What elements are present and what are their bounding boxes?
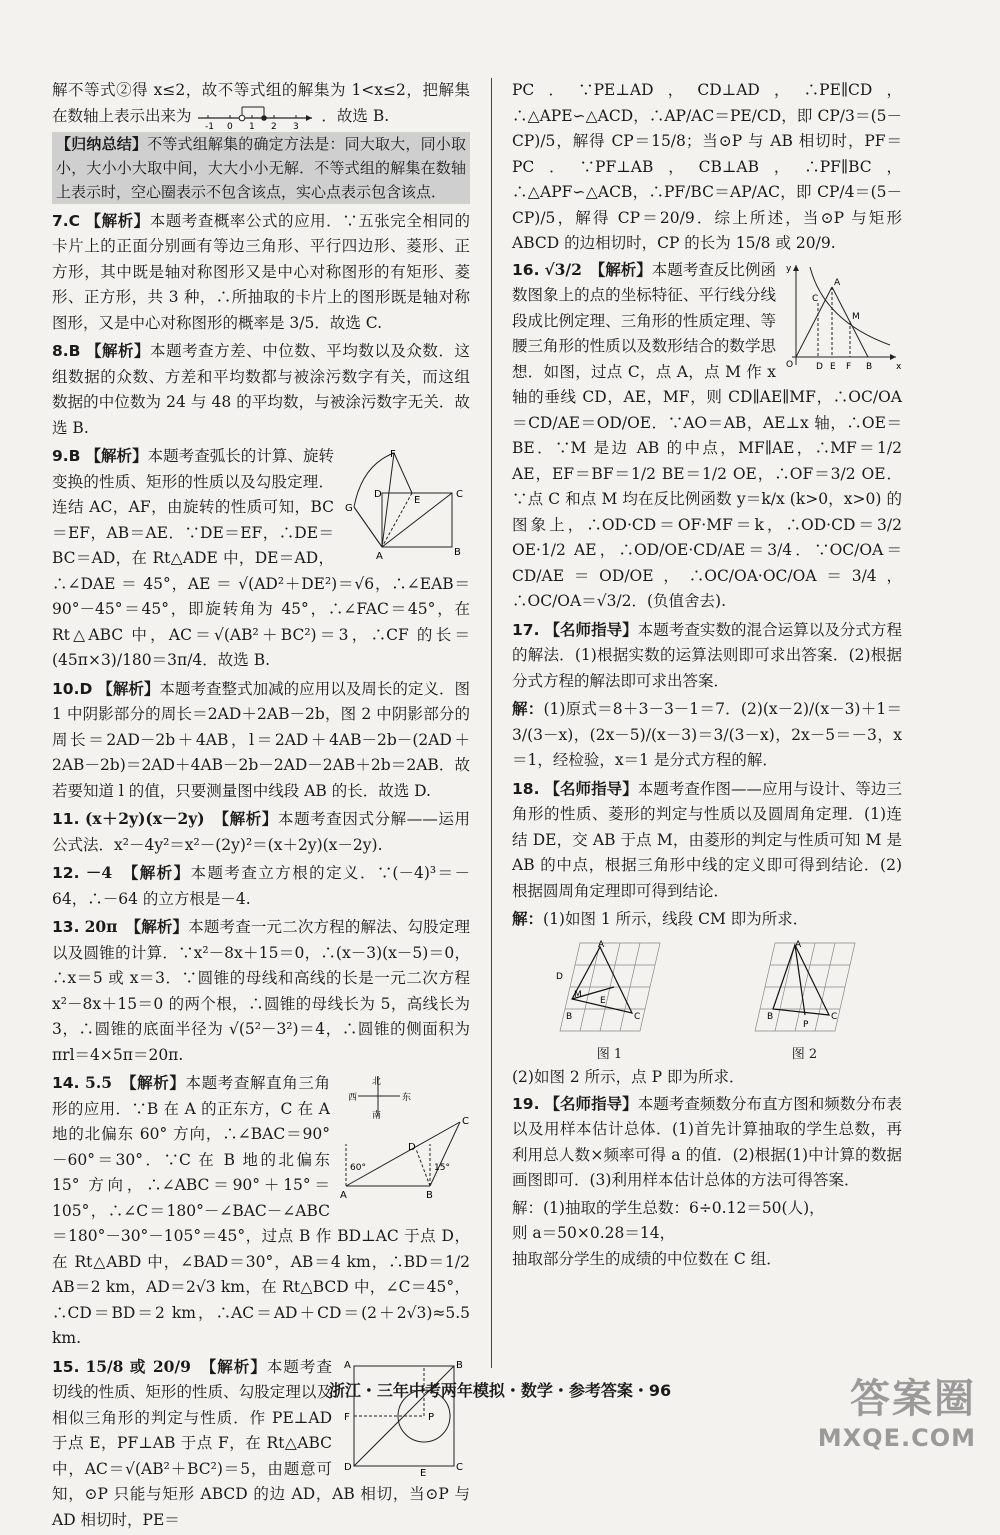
left-column [52, 78, 470, 1535]
svg-text:B: B [426, 1190, 433, 1201]
figure-2: A C B P 图 2 [745, 939, 865, 1064]
number-line-label: 2 [271, 121, 278, 130]
figure-1: A D M E C B 图 1 [550, 939, 670, 1064]
solution-18: 解：(1)如图 1 所示，线段 CM 即为所求． [512, 909, 809, 928]
svg-text:y: y [786, 263, 792, 274]
solution-19-line-3: 抽取部分学生的成绩的中位数在 C 组． [512, 1249, 782, 1268]
svg-text:E: E [420, 1467, 427, 1478]
answer-14: 北 西 东 南 60° 15° A B C D 14. 5.5 【解析】本题考查解直角三角形的应用．∵B 在 A 的正东方，C 在 A 地的北偏东 60° 方向，∴∠BAC＝90°－60°＝30°．∵C 在 B 地的北偏东 15° 方向，∴∠ABC＝90°＋15°＝105°，∴∠C＝180°－∠BAC－∠ABC＝180°－30°－105°＝45°，过点 B 作 BD⊥AC 于点 D，在 Rt△ABD 中，∠BAD＝30°，AB＝4 km，∴BD＝1/2 AB＝2 km，AD＝2√3 km，在 Rt△BCD 中，∠C＝45°，∴CD＝BD＝2 km，∴AC＝AD＋CD＝(2＋2√3)≈5.5 km. [52, 1073, 470, 1347]
svg-text:60°: 60° [350, 1163, 366, 1173]
column-divider [491, 78, 492, 1368]
answer-12: 12. －4 【解析】本题考查立方根的定义．∵(－4)³＝－64，∴－64 的立方根是－4. [52, 863, 470, 908]
svg-text:A: A [597, 939, 604, 950]
svg-text:C: C [456, 489, 463, 500]
answer-17: 17. 【名师指导】本题考查实数的混合运算以及分式方程的解法．(1)根据实数的运算法则即可求出答案．(2)根据分式方程的解法即可求出答案． [512, 619, 902, 690]
svg-text:M: M [573, 989, 582, 1000]
inverse-function-graph [784, 261, 902, 373]
answer-19: 19. 【名师指导】本题考查频数分布直方图和频数分布表以及用样本估计总体．(1)首先计算抽取的学生总数，再利用总人数×频率可得 a 的值．(2)根据(1)中计算的数据画图即可．(3)利用样本估计总体的方法可得答案． [512, 1093, 902, 1189]
answer-10: 10.D 【解析】本题考查整式加减的应用以及周长的定义．图 1 中阴影部分的周长＝2AD＋2AB－2b，图 2 中阴影部分的周长＝2AD－2b＋4AB，l＝2AD＋4AB－2b－(2AD＋2AB－2b)＝2AD＋4AB－2b－2AD－2AB＋2b＝2AB．故若要知道 l 的值，只要测量图中线段 AB 的长．故选 D. [52, 678, 470, 800]
svg-text:P: P [428, 1411, 435, 1423]
svg-text:B: B [456, 1359, 463, 1371]
svg-text:G: G [345, 503, 353, 514]
svg-text:E: E [830, 361, 836, 372]
watermark-logo: 答案圈 MXQE.COM [817, 1376, 976, 1452]
number-line-label: -1 [205, 121, 215, 130]
svg-text:E: E [599, 995, 606, 1006]
solution-18-part-2: (2)如图 2 所示，点 P 即为所求． [512, 1068, 745, 1086]
svg-text:D: D [344, 1461, 352, 1473]
svg-text:O: O [786, 359, 794, 370]
svg-text:P: P [802, 1019, 808, 1030]
svg-text:南: 南 [372, 1111, 382, 1121]
answer-13: 13. 20π 【解析】本题考查一元二次方程的解法、勾股定理以及圆锥的计算．∵x²－8x＋15＝0，∴(x－3)(x－5)＝0，∴x＝5 或 x＝3．∵圆锥的母线和高线的长是一元二次方程 x²－8x＋15＝0 的两个根，∴圆锥的母线长为 5，高线长为 3，∴圆锥的底面半径为 √(5²－3²)＝4，∴圆锥的侧面积为 πrl＝4×5π＝20π. [52, 917, 470, 1064]
svg-text:C: C [812, 293, 819, 304]
svg-text:F: F [390, 449, 396, 460]
svg-text:A: A [340, 1190, 347, 1201]
answer-11: 11. (x＋2y)(x－2y) 【解析】本题考查因式分解——运用公式法．x²－4y²＝x²－(2y)²＝(x＋2y)(x－2y). [52, 809, 470, 854]
number-line-label: 0 [227, 121, 234, 130]
answer-18: 18. 【名师指导】本题考查作图——应用与设计、等边三角形的性质、菱形的判定与性质以及圆周角定理．(1)连结 DE，交 AB 于点 M，由菱形的判定与性质可知 M 是 AB 的中点，根据三角形中线的定义即可得到结论．(2)根据圆周角定理即可得到结论． [512, 778, 902, 900]
solution-17: 解：(1)原式＝8＋3－3－1＝7．(2)(x－2)/(x－3)＋1＝3/(3－x)，(2x－5)/(x－3)＝3/(3－x)，2x－5＝－3，x＝1，经检验，x＝1 是分式方程的解． [512, 699, 902, 769]
svg-text:西: 西 [348, 1093, 358, 1103]
answer-15-continued: PC．∵PE⊥AD，CD⊥AD，∴PE∥CD，∴△APE∽△ACD，∴AP/AC＝PE/CD，即 CP/3＝(5－CP)/5，解得 CP＝15/8；当⊙P 与 AB 相切时，PF＝PC．∵PF⊥AB，CB⊥AB，∴PF∥BC，∴△APF∽△ACB，∴PF/BC＝AP/AC，即 CP/4＝(5－CP)/5，解得 CP＝20/9．综上所述，当⊙P 与矩形 ABCD 的边相切时，CP 的长为 15/8 或 20/9. [512, 81, 902, 252]
svg-text:B: B [454, 547, 461, 558]
svg-text:B: B [766, 1011, 773, 1022]
answer-16: y x O C A M D E F B 16. √3/2 【解析】本题考查反比例函数图象上的点的坐标特征、平行线分线段成比例定理、三角形的性质定理、等腰三角形的性质以及数形结合的数学思想．如图，过点 C，点 A，点 M 作 x 轴的垂线 CD，AE，MF，则 CD∥AE∥MF，∴OC/OA＝CD/AE＝OD/OE．∵AO＝AB，AE⊥x 轴，∴OE＝BE．∵M 是边 AB 的中点，MF∥AE，∴MF＝1/2 AE，EF＝BF＝1/2 BE＝1/2 OE，∴OF＝3/2 OE．∵点 C 和点 M 均在反比例函数 y＝k/x (k>0，x>0) 的图象上，∴OD·CD＝OF·MF＝k，∴OD·CD＝3/2 OE·1/2 AE，∴OD/OE·CD/AE＝3/4．∵OC/OA＝CD/AE＝OD/OE，∴OC/OA·OC/OA＝3/4，∴OC/OA＝√3/2．(负值舍去). [512, 259, 902, 610]
svg-text:B: B [565, 1011, 572, 1022]
right-column [512, 78, 902, 1272]
svg-text:M: M [852, 311, 860, 322]
rotation-rectangle-figure [342, 447, 470, 565]
svg-text:x: x [896, 361, 902, 372]
solution-19-line-2: 则 a＝50×0.28＝14， [512, 1224, 676, 1242]
answer-8: 8.B 【解析】本题考查方差、中位数、平均数以及众数．这组数据的众数、方差和平均数都与被涂污数字有关，而这组数据的中位数为 24 与 48 的平均数，与被涂污数字无关．故选 B. [52, 341, 470, 437]
answer-9: F D E C G A B 9.B 【解析】本题考查弧长的计算、旋转变换的性质、矩形的性质以及勾股定理．连结 AC，AF，由旋转的性质可知，BC＝EF，AB＝AE．∵DE＝EF，∴DE＝BC＝AD，在 Rt△ADE 中，DE＝AD，∴∠DAE ＝ 45°，AE ＝ √(AD²＋DE²)＝√6，∴∠EAB＝90°－45°＝45°，即旋转角为 45°，∴∠FAC＝45°，在 Rt△ABC 中，AC＝√(AB²＋BC²)＝3，∴CF 的长＝(45π×3)/180＝3π/4．故选 B. [52, 446, 470, 669]
intro-line: 解不等式②得 x≤2，故不等式组的解集为 1<x≤2，把解集在数轴上表示出来为 -1 0 1 2 3 ．故选 B. [52, 81, 470, 130]
svg-text:15°: 15° [434, 1163, 450, 1173]
svg-text:E: E [414, 495, 421, 506]
rhombus-grid-figure-1 [550, 939, 670, 1039]
rhombus-grid-figure-2 [745, 939, 865, 1039]
number-line-label: 3 [293, 121, 300, 130]
svg-text:C: C [456, 1461, 463, 1473]
compass-triangle-figure [338, 1074, 470, 1202]
number-line-figure [196, 104, 316, 130]
svg-text:A: A [376, 551, 383, 562]
svg-text:C: C [830, 1011, 837, 1022]
svg-text:D: D [555, 971, 563, 982]
svg-text:A: A [344, 1359, 351, 1371]
svg-text:F: F [846, 361, 852, 372]
page-footer: 浙江・三年中考两年模拟・数学・参考答案・96 [328, 1381, 672, 1400]
svg-text:A: A [834, 277, 841, 288]
svg-text:D: D [374, 489, 382, 500]
rectangle-circle-figure [340, 1358, 470, 1478]
svg-text:B: B [866, 361, 873, 372]
answer-15: A B D C F P E 15. 15/8 或 20/9 【解析】本题考查切线的性质、矩形的性质、勾股定理以及相似三角形的判定与性质．作 PE⊥AD 于点 E，PF⊥AB 于点 F，在 Rt△ABC 中，AC＝√(AB²＋BC²)＝5，由题意可知，⊙P 只能与矩形 ABCD 的边 AD，AB 相切，当⊙P 与 AD 相切时，PE＝ [52, 1356, 470, 1529]
svg-text:北: 北 [372, 1077, 382, 1087]
svg-text:F: F [344, 1411, 350, 1423]
svg-text:东: 东 [402, 1093, 412, 1103]
number-line-label: 1 [249, 121, 256, 130]
svg-text:D: D [408, 1142, 416, 1153]
svg-text:C: C [462, 1116, 469, 1127]
svg-text:A: A [794, 939, 801, 950]
solution-19-line-1: 解：(1)抽取的学生总数：6÷0.12＝50(人)， [512, 1198, 825, 1217]
grid-figures [512, 939, 902, 1064]
svg-text:D: D [816, 361, 823, 372]
summary-box: 【归纳总结】不等式组解集的确定方法是：同大取大，同小取小，大小小大取中间，大大小小无解．不等式组的解集在数轴上表示时，空心圈表示不包含该点，实心点表示包含该点． [52, 132, 470, 204]
answer-7: 7.C 【解析】本题考查概率公式的应用．∵五张完全相同的卡片上的正面分别画有等边三角形、平行四边形、菱形、正方形，其中既是轴对称图形又是中心对称图形的有矩形、菱形、正方形，共 3 种，∴所抽取的卡片上的图形既是轴对称图形，又是中心对称图形的概率是 3/5．故选 C. [52, 210, 470, 332]
svg-text:C: C [633, 1011, 640, 1022]
